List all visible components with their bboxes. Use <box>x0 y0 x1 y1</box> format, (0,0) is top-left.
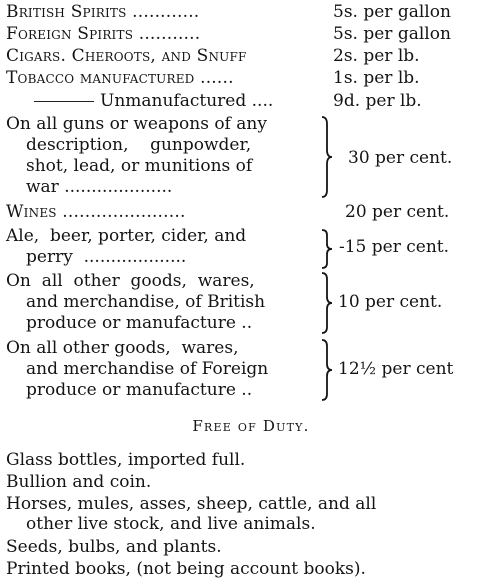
british-goods-line-3: produce or manufacture .. <box>26 313 253 333</box>
free-item-printed-books: Printed books, (not being account books). <box>6 559 366 579</box>
row-cigars-rate: 2s. per lb. <box>333 46 420 66</box>
foreign-goods-line-2: and merchandise of Foreign <box>26 359 269 379</box>
row-unmanufactured-label: Unmanufactured .... <box>100 91 274 111</box>
ale-line-2: perry ................... <box>26 247 187 267</box>
foreign-goods-line-3: produce or manufacture .. <box>26 380 253 400</box>
ditto-rule <box>34 101 94 102</box>
brace-ale <box>321 229 331 269</box>
row-foreign-spirits-rate: 5s. per gallon <box>333 24 451 44</box>
row-cigars-label: Cigars. Cheroots, and Snuff <box>6 46 247 66</box>
brace-guns <box>321 116 331 198</box>
british-goods-rate: 10 per cent. <box>338 292 443 312</box>
row-british-spirits-label: British Spirits ............ <box>6 2 200 22</box>
foreign-goods-rate: 12½ per cent <box>338 359 454 379</box>
ale-line-1: Ale, beer, porter, cider, and <box>6 226 247 246</box>
brace-british-goods <box>321 272 331 334</box>
wines-label: Wines ...................... <box>6 202 186 222</box>
guns-line-4: war .................... <box>26 177 173 197</box>
free-of-duty-heading: Free of Duty. <box>192 417 310 435</box>
free-item-seeds: Seeds, bulbs, and plants. <box>6 537 222 557</box>
brace-foreign-goods <box>321 339 331 401</box>
guns-rate: 30 per cent. <box>348 148 453 168</box>
row-unmanufactured-rate: 9d. per lb. <box>333 91 422 111</box>
row-british-spirits-rate: 5s. per gallon <box>333 2 451 22</box>
guns-line-1: On all guns or weapons of any <box>6 114 267 134</box>
row-foreign-spirits-label: Foreign Spirits ........... <box>6 24 201 44</box>
guns-line-3: shot, lead, or munitions of <box>26 156 253 176</box>
row-tobacco-rate: 1s. per lb. <box>333 68 420 88</box>
foreign-goods-line-1: On all other goods, wares, <box>6 338 239 358</box>
free-item-horses: Horses, mules, asses, sheep, cattle, and all <box>6 494 377 514</box>
row-unmanufactured <box>6 91 273 111</box>
ale-rate: -15 per cent. <box>339 237 450 257</box>
row-tobacco-label: Tobacco manufactured ...... <box>6 68 234 88</box>
wines-rate: 20 per cent. <box>345 202 450 222</box>
free-item-bullion: Bullion and coin. <box>6 472 152 492</box>
free-item-glass-bottles: Glass bottles, imported full. <box>6 450 246 470</box>
free-item-live-stock: other live stock, and live animals. <box>26 514 316 534</box>
british-goods-line-1: On all other goods, wares, <box>6 271 255 291</box>
guns-line-2: description, gunpowder, <box>26 135 252 155</box>
british-goods-line-2: and merchandise, of British <box>26 292 266 312</box>
